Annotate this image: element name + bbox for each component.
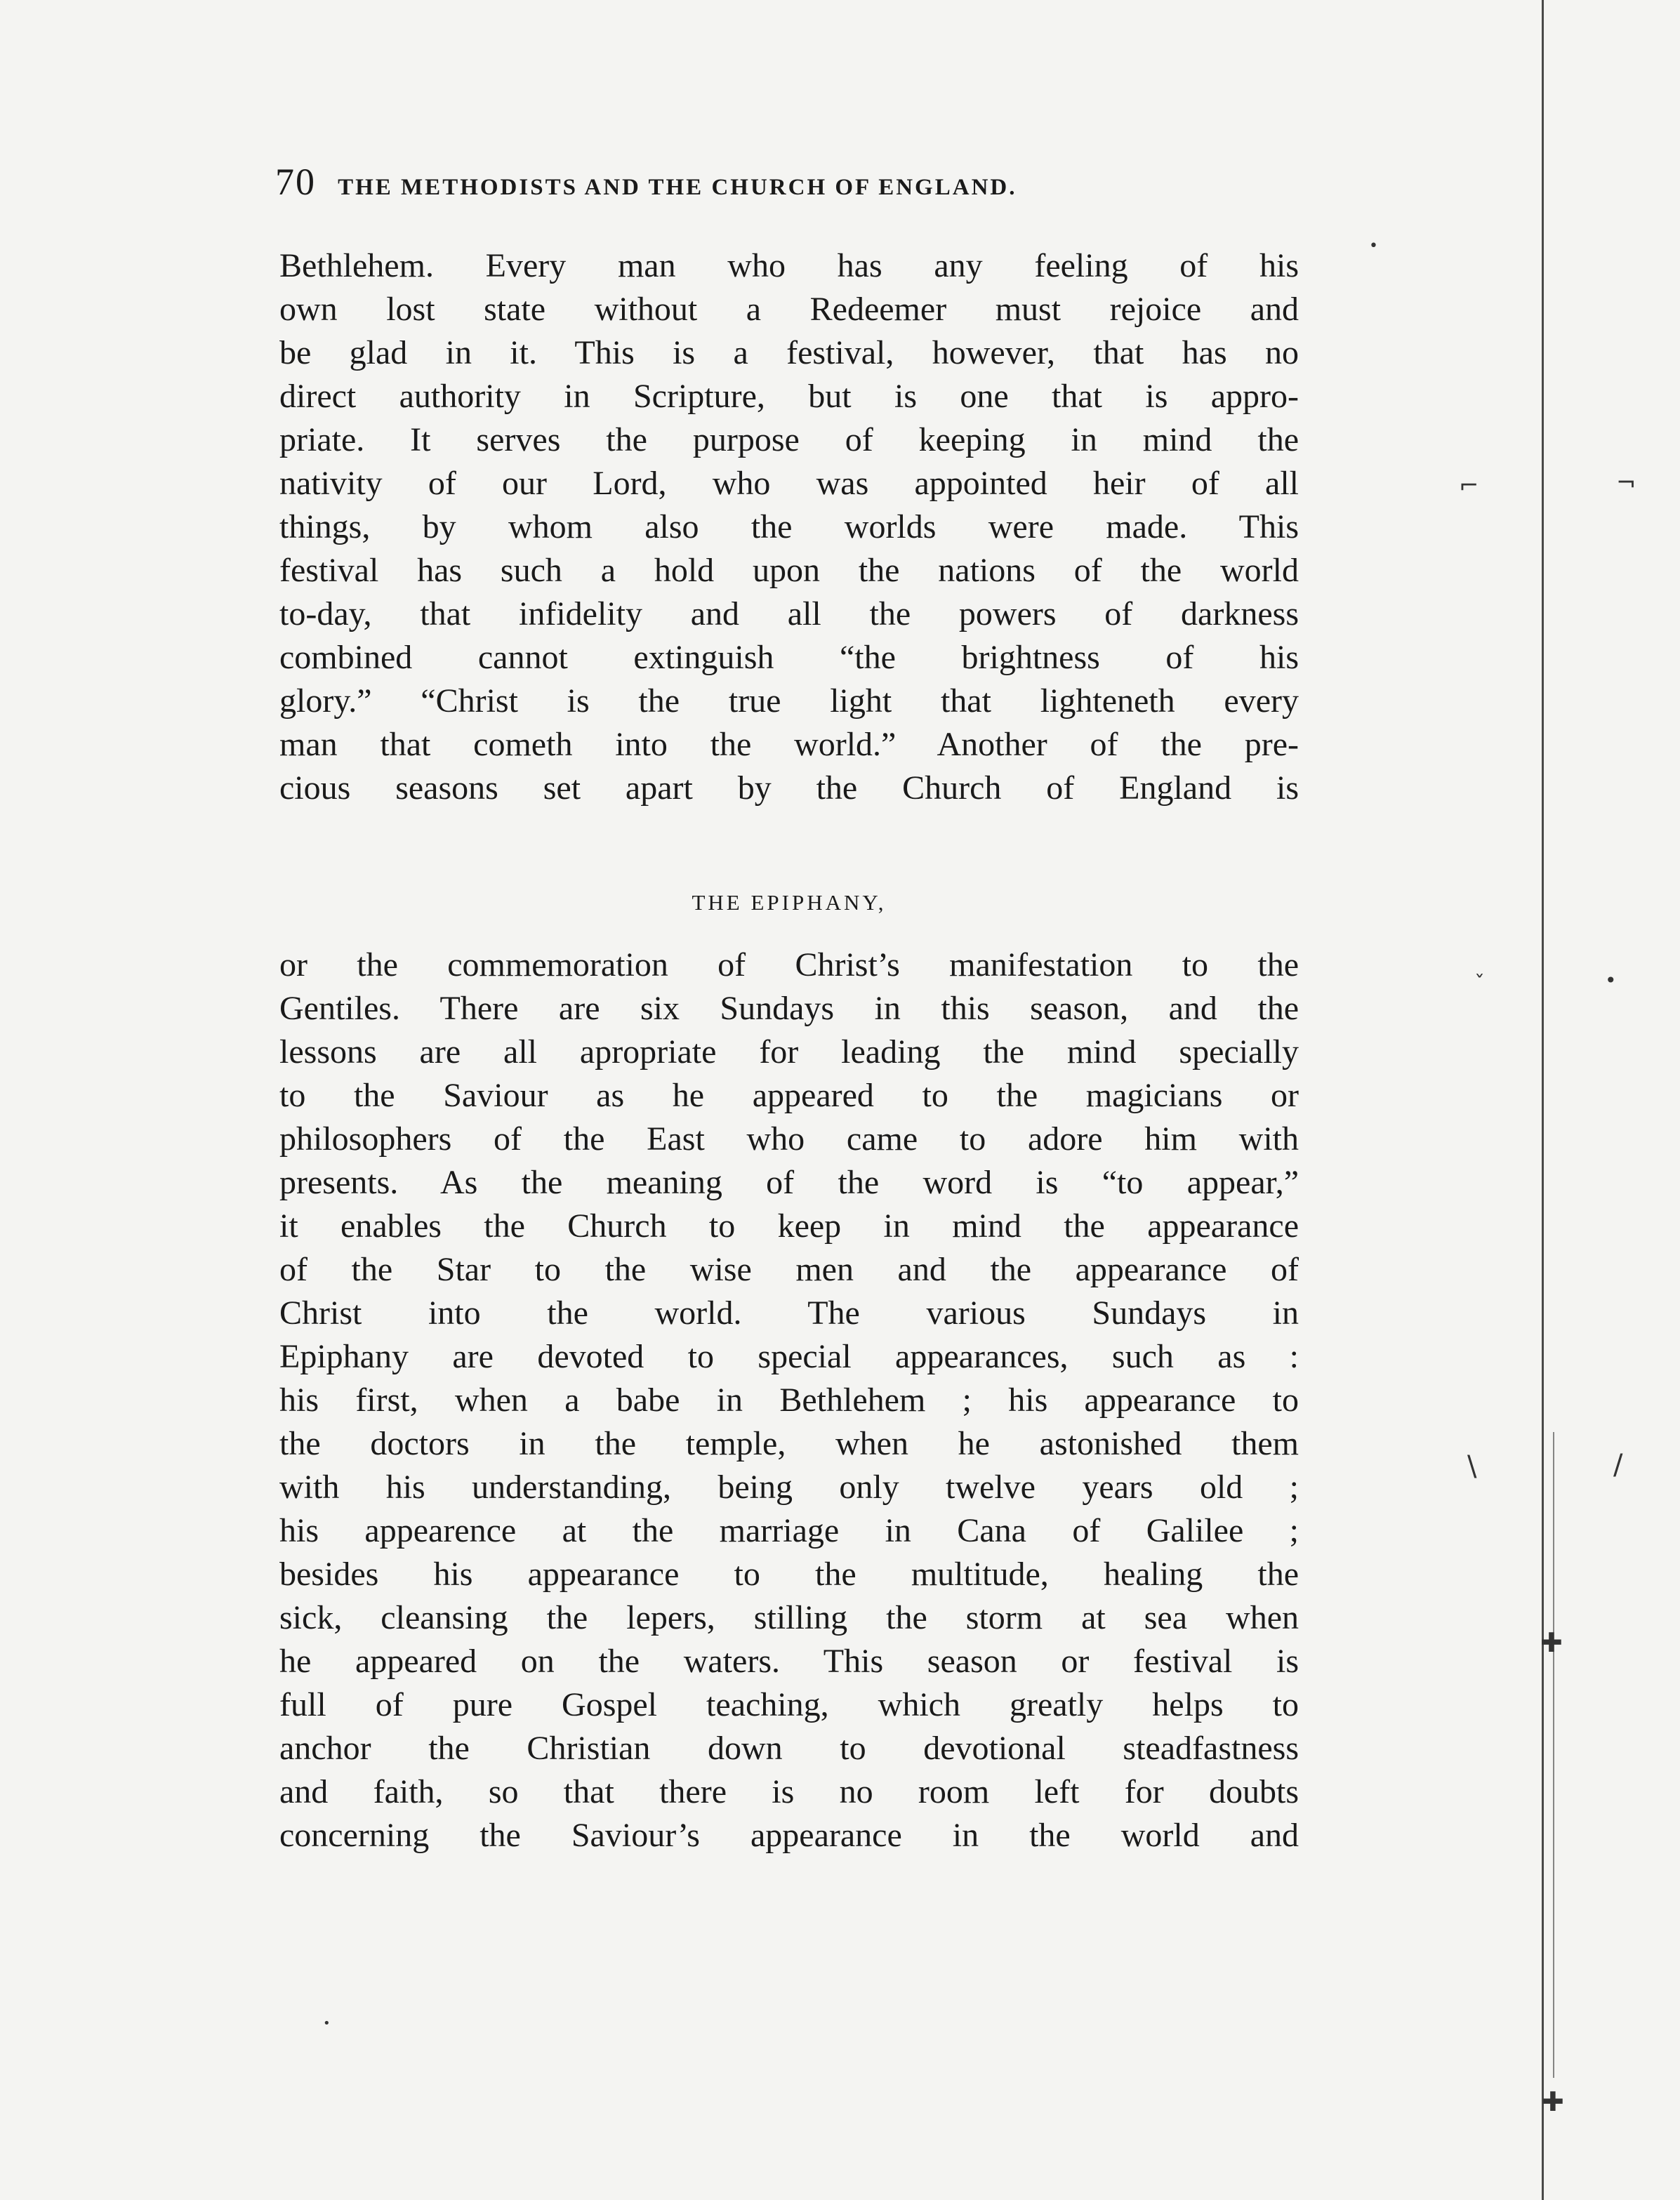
text-line: besides his appearance to the multitude, healing the bbox=[279, 1556, 1299, 1593]
text-line: and faith, so that there is no room left for doubts bbox=[279, 1773, 1299, 1810]
text-line: with his understanding, being only twelve years old ; bbox=[279, 1469, 1299, 1506]
text-line: combined cannot extinguish “the brightness of his bbox=[279, 639, 1299, 676]
text-line: lessons are all apropriate for leading the mind specially bbox=[279, 1033, 1299, 1071]
text-line: concerning the Saviour’s appearance in the world and bbox=[279, 1817, 1299, 1854]
running-title: THE METHODISTS AND THE CHURCH OF ENGLAND. bbox=[338, 175, 1017, 200]
text-line: or the commemoration of Christ’s manifestation to the bbox=[279, 946, 1299, 983]
text-line: sick, cleansing the lepers, stilling the storm at sea when bbox=[279, 1599, 1299, 1636]
text-line: man that cometh into the world.” Another of the pre- bbox=[279, 726, 1299, 763]
binding-tick-mark: • bbox=[1605, 969, 1617, 992]
text-line: philosophers of the East who came to adore him with bbox=[279, 1120, 1299, 1158]
page-binding-edge bbox=[1535, 0, 1556, 2200]
text-line: priate. It serves the purpose of keeping in mind the bbox=[279, 421, 1299, 458]
page-number: 70 bbox=[275, 161, 316, 203]
text-line: own lost state without a Redeemer must rejoice and bbox=[279, 291, 1299, 328]
text-line: cious seasons set apart by the Church of England is bbox=[279, 769, 1299, 807]
text-line: Epiphany are devoted to special appearances, such as : bbox=[279, 1338, 1299, 1375]
text-line: nativity of our Lord, who was appointed heir of all bbox=[279, 465, 1299, 502]
binding-rule-inner bbox=[1553, 1432, 1554, 2078]
running-header bbox=[275, 160, 1300, 209]
binding-tick-mark: / bbox=[1613, 1449, 1623, 1481]
text-line: it enables the Church to keep in mind the appearance bbox=[279, 1207, 1299, 1245]
text-line: Bethlehem. Every man who has any feeling of his bbox=[279, 247, 1299, 284]
text-line: festival has such a hold upon the nations of the world bbox=[279, 552, 1299, 589]
binding-tick-mark: ✚ bbox=[1540, 1627, 1563, 1658]
text-line: anchor the Christian down to devotional steadfastness bbox=[279, 1730, 1299, 1767]
text-line: he appeared on the waters. This season or festival is bbox=[279, 1643, 1299, 1680]
binding-tick-mark: \ bbox=[1467, 1450, 1477, 1483]
text-line: glory.” “Christ is the true light that lighteneth every bbox=[279, 682, 1299, 720]
text-line: Gentiles. There are six Sundays in this season, and the bbox=[279, 990, 1299, 1027]
paragraph-1 bbox=[279, 244, 1299, 810]
paragraph-2 bbox=[279, 943, 1299, 1857]
binding-rule bbox=[1542, 0, 1544, 2200]
binding-tick-mark: ¬ bbox=[1616, 469, 1636, 497]
text-line: to the Saviour as he appeared to the magicians or bbox=[279, 1077, 1299, 1114]
specks-mark: • bbox=[323, 2016, 331, 2031]
text-line: his appearence at the marriage in Cana of Galilee ; bbox=[279, 1512, 1299, 1549]
section-heading: THE EPIPHANY, bbox=[692, 890, 887, 915]
specks-mark: • bbox=[1369, 237, 1378, 255]
text-line: his first, when a babe in Bethlehem ; his appearance to bbox=[279, 1381, 1299, 1419]
binding-tick-mark: ˇ bbox=[1474, 972, 1485, 996]
binding-tick-mark: ✚ bbox=[1542, 2086, 1564, 2117]
text-line: direct authority in Scripture, but is one that is appro- bbox=[279, 378, 1299, 415]
text-line: Christ into the world. The various Sundays in bbox=[279, 1294, 1299, 1332]
text-line: be glad in it. This is a festival, however, that has no bbox=[279, 334, 1299, 371]
text-line: of the Star to the wise men and the appearance of bbox=[279, 1251, 1299, 1288]
text-line: to-day, that infidelity and all the powers of darkness bbox=[279, 595, 1299, 632]
binding-tick-mark: ⌐ bbox=[1459, 472, 1479, 500]
text-line: things, by whom also the worlds were made. This bbox=[279, 508, 1299, 545]
text-line: full of pure Gospel teaching, which greatly helps to bbox=[279, 1686, 1299, 1723]
text-line: presents. As the meaning of the word is “to appear,” bbox=[279, 1164, 1299, 1201]
text-line: the doctors in the temple, when he astonished them bbox=[279, 1425, 1299, 1462]
